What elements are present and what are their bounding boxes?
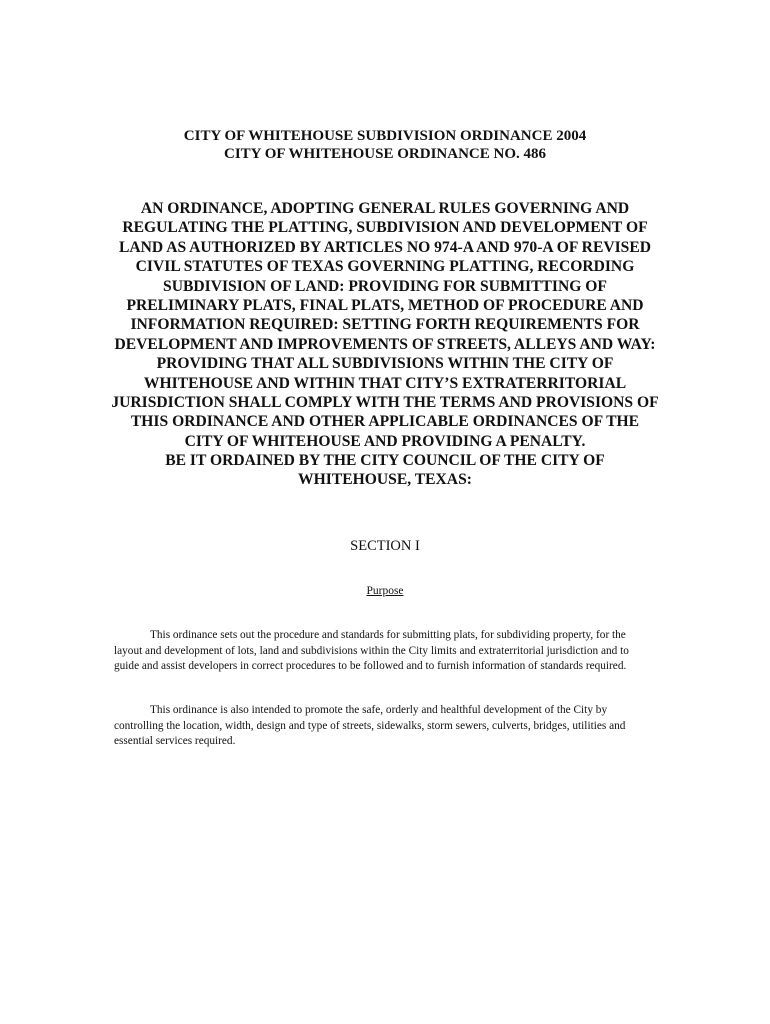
body-paragraph: This ordinance sets out the procedure and standards for submitting plats, for subdividing property, for the layout and development of lots, land and subdivisions within the City limits and extraterritorial jurisdiction and to guide and assist developers in correct procedures to be followed and to furnish information of standards required. — [114, 629, 629, 673]
ordinance-heading: AN ORDINANCE, ADOPTING GENERAL RULES GOVERNING AND REGULATING THE PLATTING, SUBDIVISION AND DEVELOPMENT OF LAND AS AUTHORIZED BY ARTICLES NO 974-A AND 970-A OF REVISED CIVIL STATUTES OF TEXAS GOVERNING PLATTING, RECORDING SUBDIVISION OF LAND: PROVIDING FOR SUBMITTING OF PRELIMINARY PLATS, FINAL PLATS, METHOD OF PROCEDURE AND INFORMATION REQUIRED: SETTING FORTH REQUIREMENTS FOR DEVELOPMENT AND IMPROVEMENTS OF STREETS, ALLEYS AND WAY: PROVIDING THAT ALL SUBDIVISIONS WITHIN THE CITY OF WHITEHOUSE AND WITHIN THAT CITY’S EXTRATERRITORIAL JURISDICTION SHALL COMPLY WITH THE TERMS AND PROVISIONS OF THIS ORDINANCE AND OTHER APPLICABLE ORDINANCES OF THE CITY OF WHITEHOUSE AND PROVIDING A PENALTY. — [111, 200, 659, 450]
section-title: SECTION I — [350, 538, 420, 554]
title-line: CITY OF WHITEHOUSE ORDINANCE NO. 486 — [224, 146, 546, 162]
section-subtitle: Purpose — [366, 585, 404, 597]
enacting-clause: BE IT ORDAINED BY THE CITY COUNCIL OF THE CITY OF WHITEHOUSE, TEXAS: — [165, 452, 605, 488]
document-title — [0, 127, 770, 163]
body-paragraph: This ordinance is also intended to promote the safe, orderly and healthful development of the City by controlling the location, width, design and type of streets, sidewalks, storm sewers, culverts, bridges, utilities and essential services required. — [114, 704, 626, 748]
title-line: CITY OF WHITEHOUSE SUBDIVISION ORDINANCE 2004 — [183, 128, 587, 144]
